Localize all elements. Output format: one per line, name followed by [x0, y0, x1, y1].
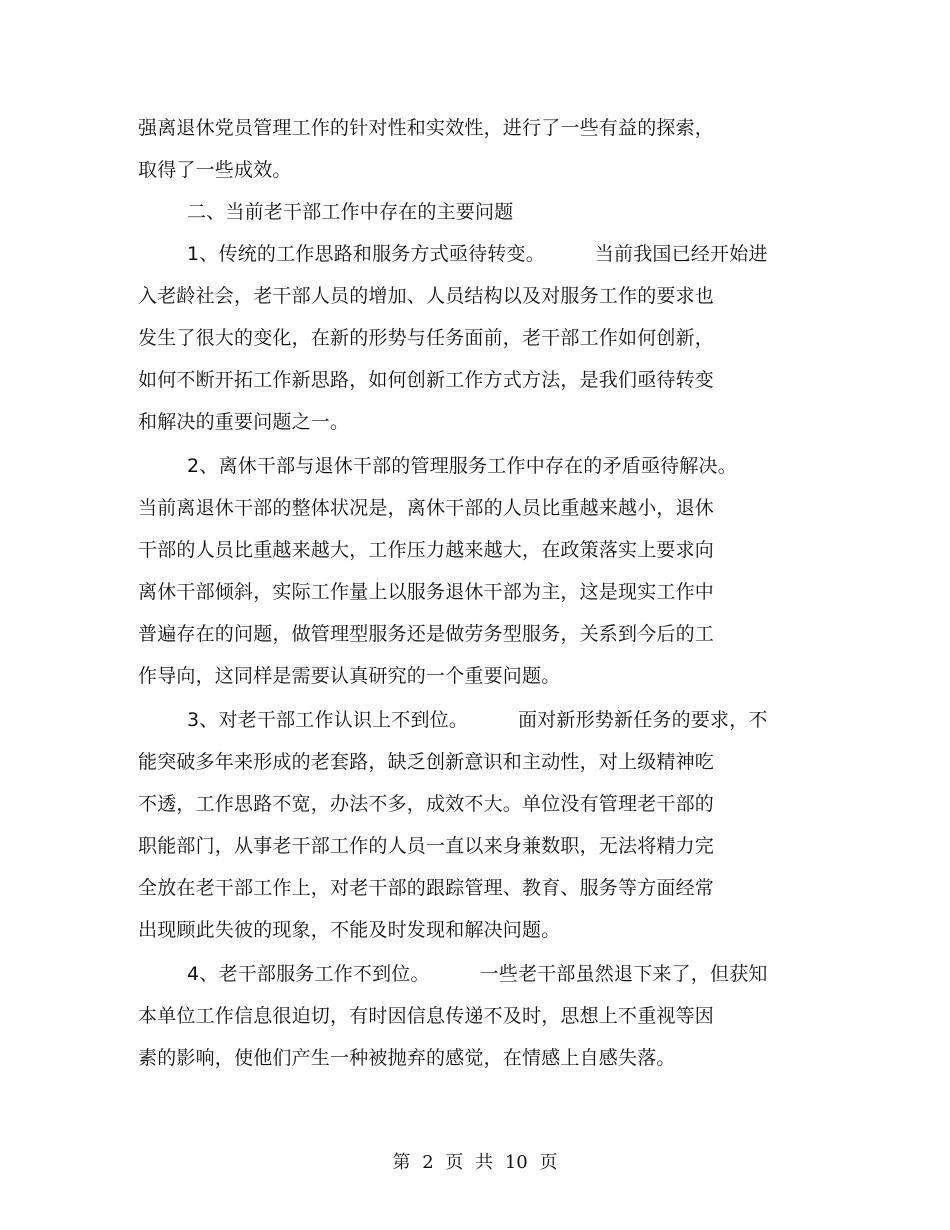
text-line-18: 职能部门，从事老干部工作的人员一直以来身兼数职，无法将精力完 [138, 835, 715, 857]
text-line-17: 不透，工作思路不宽，办法不多，成效不大。单位没有管理老干部的 [138, 793, 715, 815]
text-line-2: 取得了一些成效。 [138, 159, 292, 181]
text-line-23: 素的影响，使他们产生一种被抛弃的感觉，在情感上自感失落。 [138, 1047, 676, 1069]
text-line-16: 能突破多年来形成的老套路，缺乏创新意识和主动性，对上级精神吃 [138, 751, 715, 773]
text-line-21: 4、老干部服务工作不到位。 一些老干部虽然退下来了，但获知 [187, 963, 768, 985]
section-heading: 二、当前老干部工作中存在的主要问题 [187, 201, 514, 223]
text-line-7: 如何不断开拓工作新思路，如何创新工作方式方法，是我们亟待转变 [138, 369, 715, 391]
text-line-12: 离休干部倾斜，实际工作量上以服务退休干部为主，这是现实工作中 [138, 581, 715, 603]
text-line-10: 当前离退休干部的整体状况是，离休干部的人员比重越来越小，退休 [138, 497, 715, 519]
page-number-footer: 第 2 页 共 10 页 [392, 1152, 558, 1173]
text-line-9: 2、离休干部与退休干部的管理服务工作中存在的矛盾亟待解决。 [187, 455, 737, 477]
text-line-5: 入老龄社会，老干部人员的增加、人员结构以及对服务工作的要求也 [138, 285, 715, 307]
text-line-20: 出现顾此失彼的现象，不能及时发现和解决问题。 [138, 919, 561, 941]
text-line-15: 3、对老干部工作认识上不到位。 面对新形势新任务的要求，不 [187, 709, 768, 731]
text-line-19: 全放在老干部工作上，对老干部的跟踪管理、教育、服务等方面经常 [138, 877, 715, 899]
text-line-14: 作导向，这同样是需要认真研究的一个重要问题。 [138, 665, 561, 687]
text-line-4: 1、传统的工作思路和服务方式亟待转变。 当前我国已经开始进 [187, 243, 768, 265]
text-line-11: 干部的人员比重越来越大，工作压力越来越大，在政策落实上要求向 [138, 539, 715, 561]
text-line-22: 本单位工作信息很迫切，有时因信息传递不及时，思想上不重视等因 [138, 1005, 715, 1027]
text-line-6: 发生了很大的变化，在新的形势与任务面前，老干部工作如何创新， [138, 327, 715, 349]
text-line-8: 和解决的重要问题之一。 [138, 411, 350, 433]
text-line-1: 强离退休党员管理工作的针对性和实效性，进行了一些有益的探索， [138, 117, 715, 139]
text-line-13: 普遍存在的问题，做管理型服务还是做劳务型服务，关系到今后的工 [138, 623, 715, 645]
